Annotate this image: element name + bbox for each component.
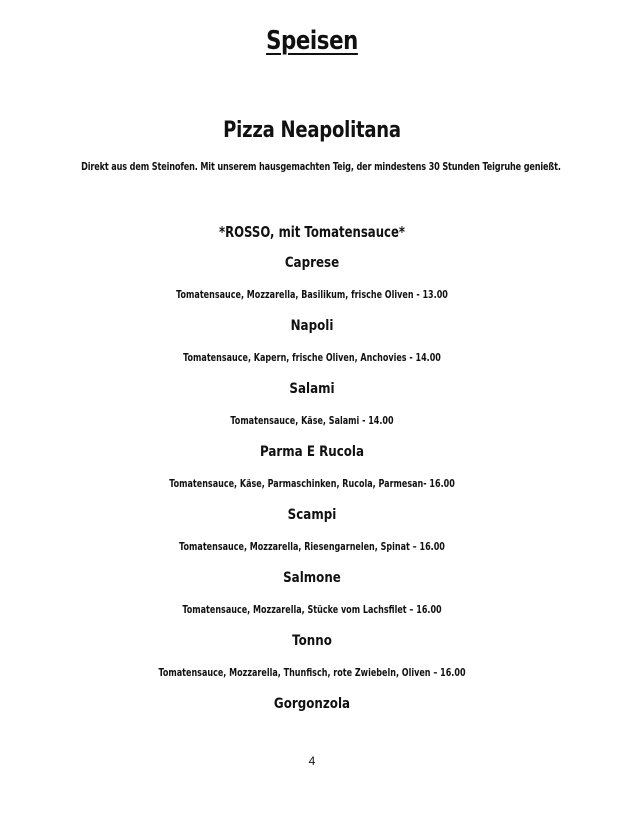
page-title: Speisen — [266, 26, 358, 56]
menu-item-description: Tomatensauce, Käse, Parmaschinken, Rucola, Parmesan- 16.00 — [169, 477, 455, 490]
section-title: Pizza Neapolitana — [223, 118, 401, 143]
menu-item-name: Scampi — [287, 507, 337, 523]
menu-item-name: Salmone — [283, 570, 341, 586]
category-title: *ROSSO, mit Tomatensauce* — [218, 223, 406, 241]
page-number: 4 — [308, 754, 316, 768]
menu-item-name: Caprese — [284, 255, 340, 271]
menu-item-name: Parma E Rucola — [259, 444, 365, 460]
menu-item-description: Tomatensauce, Käse, Salami - 14.00 — [230, 414, 394, 427]
menu-item-name: Napoli — [290, 318, 334, 334]
section-intro: Direkt aus dem Steinofen. Mit unserem hausgemachten Teig, der mindestens 30 Stunden Teigruhe genießt. — [81, 160, 561, 173]
menu-item-description: Tomatensauce, Mozzarella, Thunfisch, rote Zwiebeln, Oliven – 16.00 — [158, 666, 466, 679]
menu-item-description: Tomatensauce, Kapern, frische Oliven, Anchovies - 14.00 — [183, 351, 441, 364]
menu-item-description: Tomatensauce, Mozzarella, Basilikum, frische Oliven - 13.00 — [176, 288, 448, 301]
menu-item-description: Tomatensauce, Mozzarella, Riesengarnelen, Spinat – 16.00 — [179, 540, 445, 553]
menu-item-name: Salami — [289, 381, 335, 397]
menu-item-name: Gorgonzola — [273, 696, 351, 712]
menu-item-name: Tonno — [292, 633, 332, 649]
menu-item-description: Tomatensauce, Mozzarella, Stücke vom Lachsfilet – 16.00 — [182, 603, 442, 616]
